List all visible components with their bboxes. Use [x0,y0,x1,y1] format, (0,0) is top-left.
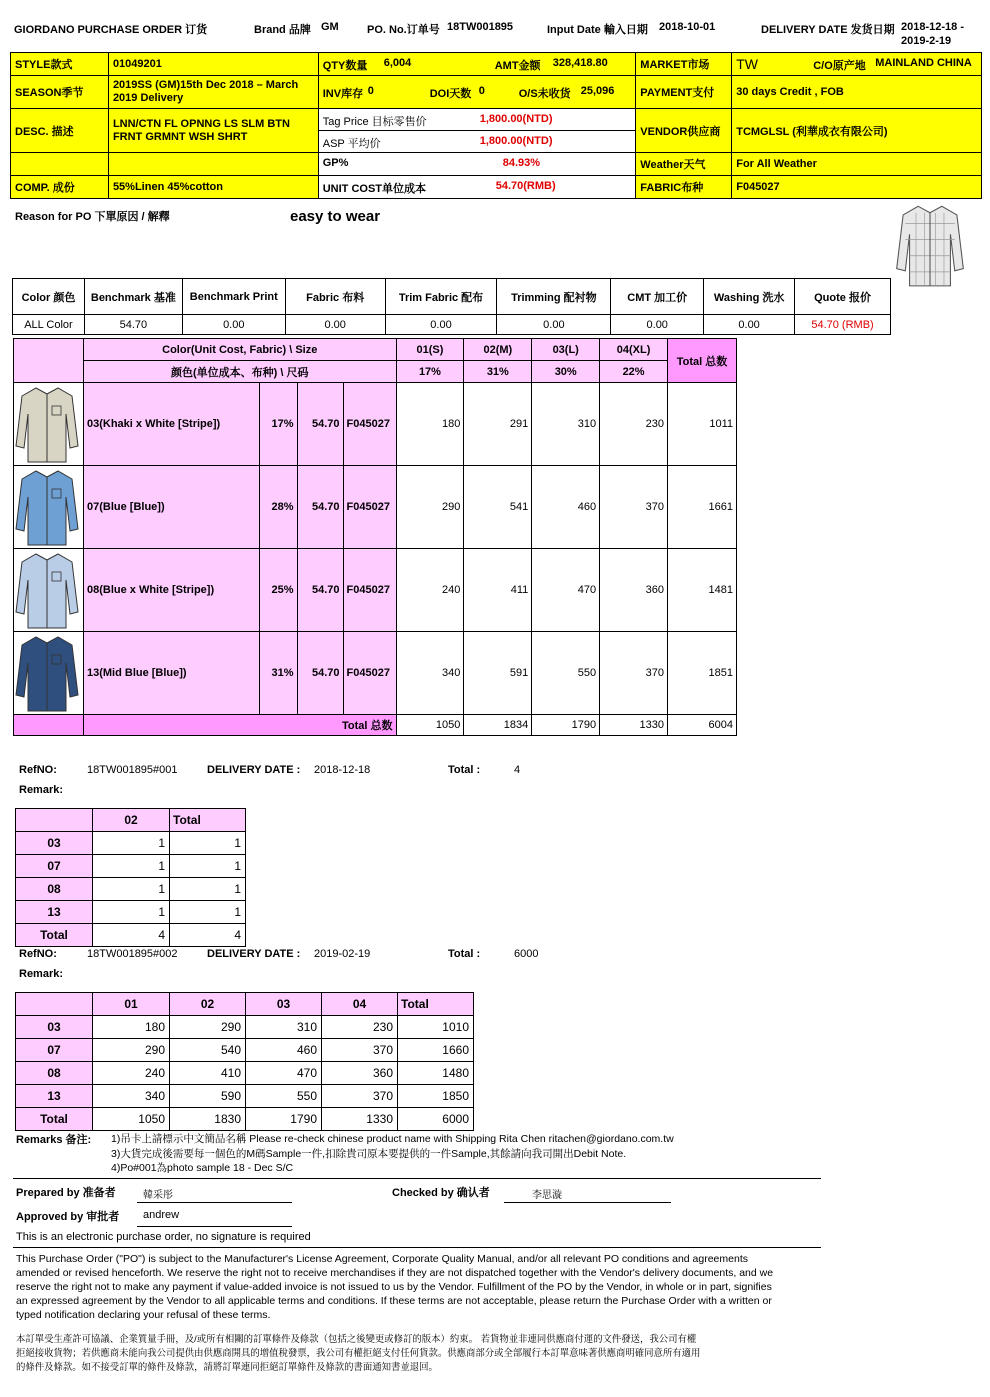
remark-line: 1)吊卡上請標示中文簡品名稱 Please re-check chinese product name with Shipping Rita Chen ritachen@giordano.com.tw [111,1133,674,1145]
grand-total-label: Total 总数 [83,715,396,736]
shirt-image-cell [14,383,84,466]
row-total: 1851 [668,632,737,715]
color-name: 08(Blue x White [Stripe]) [83,549,259,632]
sub-cell: 4 [170,924,246,947]
reason-label: Reason for PO 下單原因 / 解釋 [15,211,170,223]
sub-row-label: 08 [16,1062,93,1085]
po-label: PO. No.订单号 [367,24,440,36]
sub-cell: 1010 [398,1016,474,1039]
shirt-image-cell [14,466,84,549]
cost-cell: 0.00 [704,315,795,335]
ref2-total-label: Total : [448,948,481,960]
cost-header: Color 颜色 [13,279,85,315]
delivery-date-2: 2019-2-19 [901,35,952,47]
legal-en-line: amended or revised henceforth. We reserve the right not to receive merchandises if they are not dispatched together with the Vendor's delivery documents, and we [16,1267,774,1279]
approved-value: andrew [143,1209,180,1221]
unit-cost-value: 54.70(RMB) [495,180,556,192]
ref2-number: 18TW001895#002 [87,948,178,960]
size-total: 1834 [464,715,532,736]
sub-cell: 590 [170,1085,246,1108]
sub-cell: 460 [246,1039,322,1062]
sub-cell: 1 [170,878,246,901]
size-total: 1790 [532,715,600,736]
cost-cell: 54.70 [84,315,182,335]
style-label: STYLE款式 [11,53,109,76]
gp-value: 84.93% [502,157,541,169]
sub-row-label: 07 [16,1039,93,1062]
sub-cell: 1 [170,832,246,855]
sub-cell: 1480 [398,1062,474,1085]
sub-cell: 1790 [246,1108,322,1131]
shirt-icon [14,467,80,547]
cost-header: Washing 洗水 [704,279,795,315]
remark-line: 4)Po#001為photo sample 18 - Dec S/C [111,1162,294,1174]
brand-value: GM [321,21,339,33]
legal-zh-line: 的條件及條款。如不接受訂單的條件及條款，請將訂單連同拒絕訂單條件及條款的書面通知書並退回。 [16,1361,438,1372]
size-header: 01(S) [396,339,464,361]
sub-cell: 180 [93,1016,170,1039]
ref2-dd: 2019-02-19 [314,948,371,960]
legal-en-line: an expressed agreement by the Vendor to all applicable terms and conditions. If these terms are not acceptable, please return the Purchase Order with a written or [16,1295,772,1307]
cost-header: CMT 加工价 [611,279,704,315]
sub-cell: 470 [246,1062,322,1085]
ref1-total: 4 [514,764,521,776]
sub-cell: 1660 [398,1039,474,1062]
color-fabric: F045027 [343,466,396,549]
color-cost: 54.70 [297,632,343,715]
payment-label: PAYMENT支付 [636,76,732,109]
qty-cell: 310 [532,383,600,466]
sub-cell: 1 [93,855,170,878]
os-label: O/S未收货 [518,88,571,100]
cost-cell: ALL Color [13,315,85,335]
sub-row-label: 13 [16,1085,93,1108]
qty-value: 6,004 [383,57,412,69]
qty-cell: 460 [532,466,600,549]
cost-table [12,278,891,335]
checked-value: 李思漩 [532,1190,562,1201]
cost-cell: 0.00 [385,315,497,335]
color-fabric: F045027 [343,383,396,466]
sub-row-label: Total [16,924,93,947]
qty-cell: 291 [464,383,532,466]
grand-total: 6004 [668,715,737,736]
sub-col-header: 01 [93,993,170,1016]
sub-row [16,1108,474,1131]
legal-zh-line: 本訂單受生產許可協議、企業質量手冊，及/或所有相關的訂單條件及條款（包括之後變更或修訂的版本）約束。 若貨物並非連同供應商付運的文件發送，我公司有權 [16,1333,697,1344]
order-row [14,383,737,466]
sub-col-header: 02 [93,809,170,832]
delivery-date-1: 2018-12-18 - [901,21,964,33]
order-row [14,466,737,549]
sub-col-header [16,993,93,1016]
po-number: 18TW001895 [447,21,514,33]
size-total: 1050 [396,715,464,736]
cost-header: Benchmark 基准 [84,279,182,315]
order-row [14,632,737,715]
doi-value: 0 [478,85,485,97]
sub-row-label: 08 [16,878,93,901]
cost-cell: 0.00 [611,315,704,335]
unit-cost-label: UNIT COST单位成本 [322,183,427,195]
input-date-label: Input Date 輸入日期 [547,24,648,36]
doi-label: DOI天数 [429,88,472,100]
brand-label: Brand 品牌 [254,24,311,36]
sub-col-header [16,809,93,832]
sub-row [16,878,246,901]
order-head-2: 颜色(单位成本、布种) \ 尺码 [83,361,396,383]
sub-cell: 1830 [170,1108,246,1131]
sub-row [16,901,246,924]
size-total: 1330 [600,715,668,736]
qty-cell: 230 [600,383,668,466]
size-header: 03(L) [532,339,600,361]
product-thumbnail [893,202,967,288]
tag-value: 1,800.00(NTD) [479,113,553,125]
approved-label: Approved by 审批者 [16,1211,120,1223]
cost-cell: 0.00 [285,315,385,335]
qty-cell: 240 [396,549,464,632]
sub-col-header: 04 [322,993,398,1016]
sub-col-header: Total [398,993,474,1016]
amt-value: 328,418.80 [552,57,608,69]
ref1-dd: 2018-12-18 [314,764,371,776]
color-pct: 31% [259,632,297,715]
gp-label: GP% [322,157,349,169]
sub-row [16,1016,474,1039]
desc-value: LNN/CTN FL OPNNG LS SLM BTN FRNT GRMNT WSH SHRT [108,109,318,153]
qty-cell: 340 [396,632,464,715]
sub-cell: 4 [93,924,170,947]
sub-row [16,924,246,947]
sub-cell: 370 [322,1085,398,1108]
ref2-remark-label: Remark: [19,968,64,980]
sub-row [16,855,246,878]
remarks-label: Remarks 备注: [16,1134,92,1146]
color-cost: 54.70 [297,383,343,466]
qty-cell: 470 [532,549,600,632]
sub-cell: 370 [322,1039,398,1062]
prepared-label: Prepared by 准备者 [16,1187,116,1199]
sub-row [16,832,246,855]
sub-col-header: 02 [170,993,246,1016]
ref1-dd-label: DELIVERY DATE : [207,764,301,776]
size-pct: 31% [464,361,532,383]
qty-cell: 411 [464,549,532,632]
color-name: 03(Khaki x White [Stripe]) [83,383,259,466]
co-label: C/O原产地 [813,60,866,72]
legal-zh [16,1332,700,1374]
sub-cell: 1 [93,832,170,855]
color-pct: 17% [259,383,297,466]
color-cost: 54.70 [297,549,343,632]
sub-cell: 1330 [322,1108,398,1131]
ref1-label: RefNO: [19,764,57,776]
weather-value: For All Weather [732,153,982,176]
size-pct: 22% [600,361,668,383]
market-label: MARKET市场 [636,53,732,76]
season-value: 2019SS (GM)15th Dec 2018 – March 2019 Delivery [108,76,318,109]
qty-cell: 360 [600,549,668,632]
row-total: 1661 [668,466,737,549]
sub-cell: 1 [170,901,246,924]
sub-cell: 540 [170,1039,246,1062]
desc-label: DESC. 描述 [11,109,109,153]
inv-value: 0 [367,85,374,97]
size-header: 02(M) [464,339,532,361]
size-header: 04(XL) [600,339,668,361]
ref2-label: RefNO: [19,948,57,960]
cost-header: Fabric 布料 [285,279,385,315]
ref1-table [15,808,246,947]
remark-line: 3)大貨完成後需要每一個色的M碼Sample一件,扣除貴司原本要提供的一件Sample,其餘請向我司開出Debit Note. [111,1148,627,1160]
weather-label: Weather天气 [636,153,732,176]
order-row [14,549,737,632]
asp-value: 1,800.00(NTD) [479,135,553,147]
sub-cell: 360 [322,1062,398,1085]
style-value: 01049201 [108,53,318,76]
ref2-table [15,992,474,1131]
qty-cell: 591 [464,632,532,715]
qty-label: QTY数量 [322,60,368,72]
sub-cell: 290 [93,1039,170,1062]
legal-en [16,1252,773,1322]
shirt-icon [14,550,80,630]
sub-cell: 240 [93,1062,170,1085]
color-pct: 28% [259,466,297,549]
sub-cell: 290 [170,1016,246,1039]
sub-cell: 1050 [93,1108,170,1131]
co-value: MAINLAND CHINA [875,57,972,69]
shirt-icon [14,384,80,464]
ref1-total-label: Total : [448,764,481,776]
ref1-remark-label: Remark: [19,784,64,796]
sub-col-header: Total [170,809,246,832]
sub-col-header: 03 [246,993,322,1016]
comp-value: 55%Linen 45%cotton [108,176,318,199]
shirt-image-cell [14,632,84,715]
qty-cell: 180 [396,383,464,466]
sub-row-label: 03 [16,1016,93,1039]
input-date: 2018-10-01 [659,21,716,33]
qty-cell: 550 [532,632,600,715]
sub-cell: 1 [93,878,170,901]
quote-cell: 54.70 (RMB) [795,315,891,335]
amt-label: AMT金额 [494,60,541,72]
comp-label: COMP. 成份 [11,176,109,199]
sub-cell: 1 [170,855,246,878]
sub-row-label: Total [16,1108,93,1131]
ref2-dd-label: DELIVERY DATE : [207,948,301,960]
order-head-1: Color(Unit Cost, Fabric) \ Size [83,339,396,361]
checked-label: Checked by 确认者 [392,1187,490,1199]
shirt-icon [14,633,80,713]
market-value: TW [736,56,758,72]
color-fabric: F045027 [343,632,396,715]
po-title: GIORDANO PURCHASE ORDER 订货 [14,24,208,36]
divider [13,1178,821,1179]
season-label: SEASON季节 [11,76,109,109]
sub-cell: 340 [93,1085,170,1108]
vendor-label: VENDOR供应商 [636,109,732,153]
row-total: 1011 [668,383,737,466]
qty-cell: 370 [600,466,668,549]
legal-en-line: This Purchase Order ("PO") is subject to the Manufacturer's License Agreement, Corporate Quality Manual, and/or all relevant PO conditions and agreements [16,1253,748,1265]
os-value: 25,096 [580,85,615,97]
order-table [13,338,737,736]
row-total: 1481 [668,549,737,632]
legal-en-line: reserve the right not to make any payment if value-added invoice is not issued to us by the Vendor. Fulfillment of the PO by the Vendor, in whole or in part, signifies [16,1281,772,1293]
shirt-image-cell [14,549,84,632]
sub-row-label: 03 [16,832,93,855]
qty-cell: 370 [600,632,668,715]
cost-cell: 0.00 [497,315,611,335]
color-pct: 25% [259,549,297,632]
size-pct: 30% [532,361,600,383]
divider [13,1247,821,1248]
ref2-total: 6000 [514,948,539,960]
vendor-value: TCMGLSL (利華成衣有限公司) [732,109,982,153]
delivery-date-label: DELIVERY DATE 发货日期 [761,24,895,36]
cost-header: Trim Fabric 配布 [385,279,497,315]
inv-label: INV库存 [322,88,364,100]
asp-label: ASP 平均价 [322,138,381,150]
reason-value: easy to wear [290,208,381,225]
info-table [10,52,982,199]
prepared-value: 韓采彤 [143,1190,173,1201]
cost-header: Benchmark Print [182,279,285,315]
sub-row [16,1039,474,1062]
electronic-notice: This is an electronic purchase order, no signature is required [16,1231,311,1243]
qty-cell: 541 [464,466,532,549]
color-fabric: F045027 [343,549,396,632]
sub-cell: 310 [246,1016,322,1039]
cost-cell: 0.00 [182,315,285,335]
size-pct: 17% [396,361,464,383]
sub-row-label: 13 [16,901,93,924]
sub-cell: 230 [322,1016,398,1039]
color-name: 13(Mid Blue [Blue]) [83,632,259,715]
fabric-label: FABRIC布种 [636,176,732,199]
sub-cell: 1 [93,901,170,924]
cost-header: Quote 报价 [795,279,891,315]
fabric-value: F045027 [732,176,982,199]
qty-cell: 290 [396,466,464,549]
sub-row [16,1062,474,1085]
sub-cell: 6000 [398,1108,474,1131]
sub-cell: 550 [246,1085,322,1108]
total-header: Total 总数 [668,339,737,383]
color-cost: 54.70 [297,466,343,549]
legal-zh-line: 拒絕接收貨物；若供應商未能向我公司提供由供應商開具的增值稅發票，我公司有權拒絕支付任何貨款。供應商部分或全部履行本訂單意味著供應商明確同意所有適用 [16,1347,701,1358]
legal-en-line: typed notification declaring your refusal of these terms. [16,1309,271,1321]
sub-cell: 410 [170,1062,246,1085]
color-name: 07(Blue [Blue]) [83,466,259,549]
sub-row [16,1085,474,1108]
sub-cell: 1850 [398,1085,474,1108]
cost-header: Trimming 配衬物 [497,279,611,315]
tag-label: Tag Price 目标零售价 [322,116,427,128]
sub-row-label: 07 [16,855,93,878]
payment-value: 30 days Credit , FOB [732,76,982,109]
ref1-number: 18TW001895#001 [87,764,178,776]
